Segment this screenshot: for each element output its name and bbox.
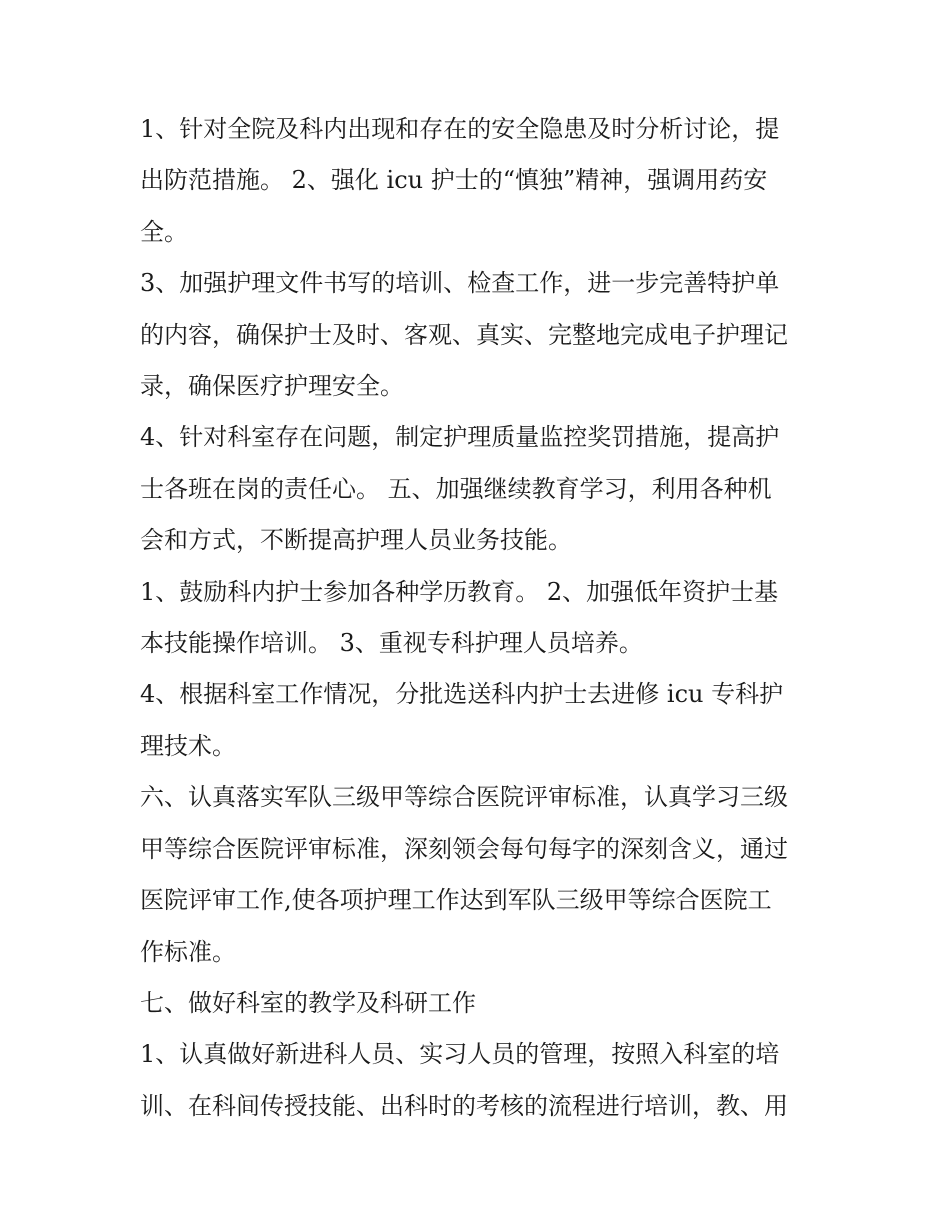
section-heading-teaching-research	[140, 978, 820, 1029]
text-line: 甲等综合医院评审标准，深刻领会每句每字的深刻含义，通过	[140, 834, 788, 863]
text-line: 1、认真做好新进科人员、实习人员的管理，按照入科室的培	[140, 1040, 780, 1069]
paragraph-nursing-documents	[140, 258, 820, 412]
text-line: 1、针对全院及科内出现和存在的安全隐患及时分析讨论，提	[140, 115, 780, 143]
paragraph-advanced-training	[140, 669, 820, 772]
text-line: 训、在科间传授技能、出科时的考核的流程进行培训，教、用	[140, 1091, 788, 1120]
text-line: 3、加强护理文件书写的培训、检查工作，进一步完善特护单	[140, 269, 780, 298]
text-line: 录，确保医疗护理安全。	[140, 372, 404, 401]
text-line: 的内容，确保护士及时、客观、真实、完整地完成电子护理记	[140, 320, 788, 349]
text-line: 作标准。	[140, 937, 236, 966]
text-line: 1、鼓励科内护士参加各种学历教育。 2、加强低年资护士基	[140, 577, 779, 606]
paragraph-education	[140, 567, 820, 670]
text-line: 会和方式，不断提高护理人员业务技能。	[140, 526, 572, 555]
text-line: 七、做好科室的教学及科研工作	[140, 988, 476, 1017]
text-line: 4、针对科室存在问题，制定护理质量监控奖罚措施，提高护	[140, 423, 780, 452]
text-line: 全。	[140, 217, 188, 246]
text-line: 理技术。	[140, 731, 236, 760]
text-line: 士各班在岗的责任心。 五、加强继续教育学习，利用各种机	[140, 474, 772, 503]
text-line: 医院评审工作,使各项护理工作达到军队三级甲等综合医院工	[140, 886, 772, 915]
text-line: 六、认真落实军队三级甲等综合医院评审标准，认真学习三级	[140, 783, 788, 812]
text-line: 4、根据科室工作情况，分批选送科内护士去进修 icu 专科护	[140, 680, 784, 709]
paragraph-hospital-evaluation	[140, 772, 820, 978]
document-body	[140, 104, 820, 1132]
text-line: 出防范措施。 2、强化 icu 护士的“慎独”精神，强调用药安	[140, 166, 768, 195]
paragraph-safety-hazards	[140, 104, 820, 258]
paragraph-staff-management	[140, 1029, 820, 1132]
paragraph-quality-control	[140, 412, 820, 566]
text-line: 本技能操作培训。 3、重视专科护理人员培养。	[140, 629, 643, 658]
